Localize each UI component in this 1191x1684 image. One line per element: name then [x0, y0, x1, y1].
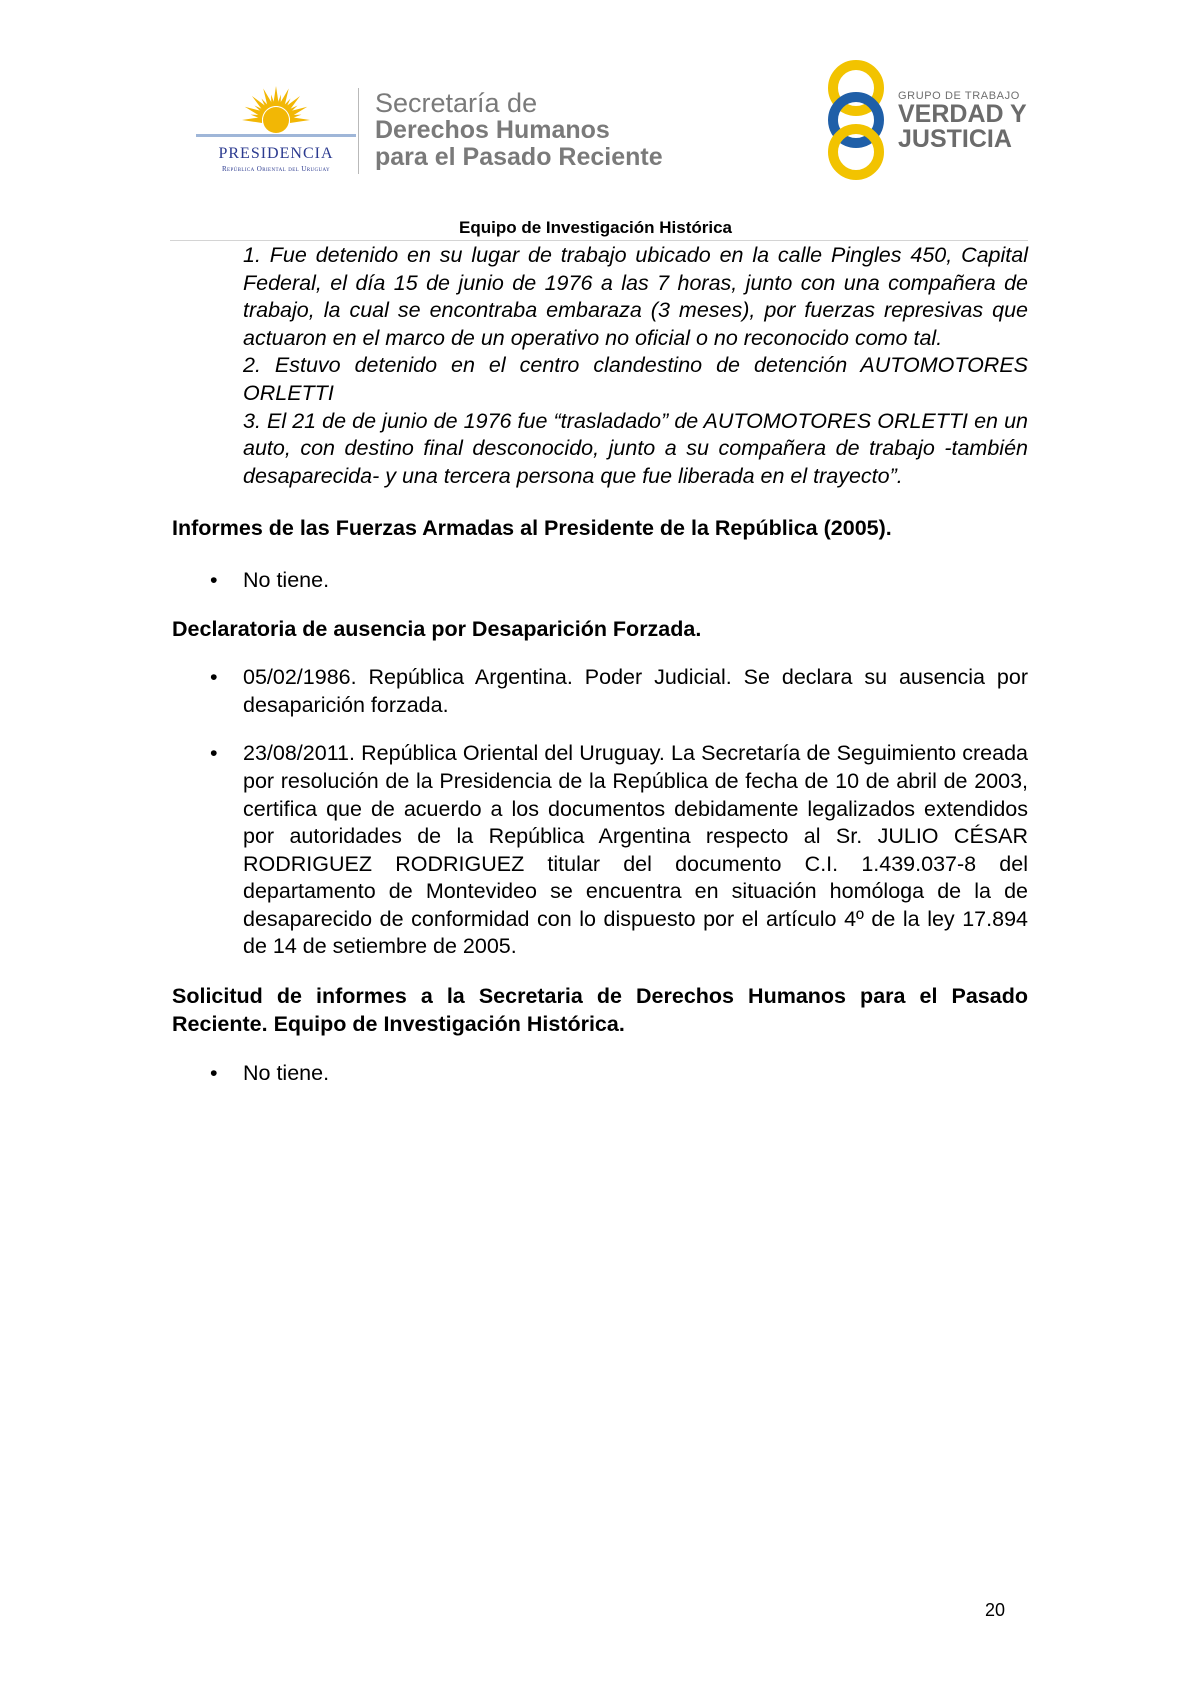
list-item [172, 1060, 1028, 1088]
section-title-informes: Informes de las Fuerzas Armadas al Presidente de la República (2005). [172, 516, 892, 541]
list-item-text: 23/08/2011. República Oriental del Uruguay. La Secretaría de Seguimiento creada por resolución de la Presidencia de la República de fecha de 10 de abril de 2003, certifica que de acuerdo a los documentos debidamente legalizados extendidos por autoridades de la República Argentina respecto al Sr. JULIO CÉSAR RODRIGUEZ RODRIGUEZ titular del documento C.I. 1.439.037-8 del departamento de Montevideo se encuentra en situación homóloga de la de desaparecido de conformidad con lo dispuesto por el artículo 4º de la ley 17.894 de 14 de setiembre de 2005. [243, 741, 1028, 959]
solicitud-list [172, 1060, 1028, 1088]
sun-disc [263, 107, 289, 133]
verdad-justicia-logo [820, 58, 1030, 183]
list-item [172, 740, 1028, 961]
grupo-line-1: GRUPO DE TRABAJO [898, 90, 1020, 102]
list-item-text: 05/02/1986. República Argentina. Poder Judicial. Se declara su ausencia por desaparición forzada. [243, 665, 1028, 717]
secretaria-line-2: Derechos Humanos [375, 116, 610, 144]
secretaria-line-3: para el Pasado Reciente [375, 143, 663, 171]
quote-item-3: 3. El 21 de de junio de 1976 fue “trasladado” de AUTOMOTORES ORLETTI en un auto, con destino final desconocido, junto a su compañera de trabajo -también desaparecida- y una tercera persona que fue liberada en el trayecto”. [243, 408, 1028, 488]
header-rule [170, 240, 1028, 241]
presidencia-name: PRESIDENCIA [218, 145, 334, 162]
verdad-justicia-text [898, 90, 1027, 152]
bullet-icon: • [210, 567, 218, 592]
section-title-solicitud: Solicitud de informes a la Secretaria de Derechos Humanos para el Pasado Reciente. Equipo de Investigación Histórica. [172, 984, 1028, 1036]
linked-rings-icon [820, 58, 896, 183]
presidencia-logo [196, 82, 356, 178]
quote-item-2: 2. Estuvo detenido en el centro clandestino de detención AUTOMOTORES ORLETTI [243, 353, 1028, 405]
sun-emblem-icon [196, 82, 356, 144]
section-title-declaratoria: Declaratoria de ausencia por Desaparición Forzada. [172, 616, 702, 641]
team-title: Equipo de Investigación Histórica [459, 218, 732, 237]
quote-item-1: 1. Fue detenido en su lugar de trabajo ubicado en la calle Pingles 450, Capital Federal, el día 15 de junio de 1976 a las 7 horas, junto con una compañera de trabajo, la cual se encontraba embaraza (3 meses), por fuerzas represivas que actuaron en el marco de un operativo no oficial o no reconocido como tal. [243, 243, 1028, 350]
horizon-line [196, 134, 356, 137]
quoted-testimony [243, 242, 1028, 490]
page-content [172, 242, 1028, 1088]
bullet-icon: • [210, 741, 218, 766]
secretaria-logo-text [375, 90, 663, 171]
grupo-line-2: VERDAD Y [898, 100, 1027, 128]
informes-list [172, 567, 1028, 595]
bullet-icon: • [210, 665, 218, 690]
grupo-line-3: JUSTICIA [898, 125, 1012, 153]
bullet-icon: • [210, 1061, 218, 1086]
secretaria-line-1: Secretaría de [375, 88, 538, 118]
page-number: 20 [985, 1600, 1006, 1620]
header-divider [358, 88, 359, 174]
list-item [172, 567, 1028, 595]
list-item [172, 664, 1028, 719]
list-item-text: No tiene. [243, 567, 330, 592]
list-item-text: No tiene. [243, 1061, 330, 1086]
presidencia-subtitle: República Oriental del Uruguay [221, 165, 331, 173]
declaratoria-list [172, 664, 1028, 961]
